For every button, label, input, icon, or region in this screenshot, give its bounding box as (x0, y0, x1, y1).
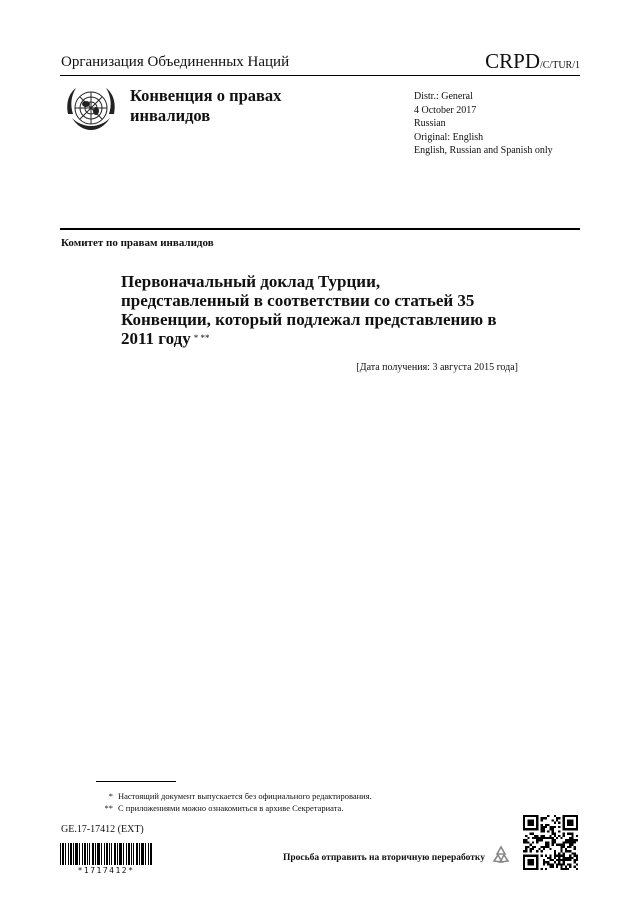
footnote-item (95, 802, 372, 814)
job-number: GE.17-17412 (EXT) (61, 824, 144, 835)
document-symbol (485, 49, 580, 74)
qr-code-icon (523, 815, 578, 870)
language-line: Russian (414, 118, 446, 129)
footnote-text: С приложениями можно ознакомиться в архиве Секретариата. (118, 803, 344, 813)
convention-title: Конвенция о правах инвалидов (130, 86, 282, 125)
document-title-text: Первоначальный доклад Турции, представленный в соответствии со статьей 35 Конвенции, который подлежал представлению в 2011 году (121, 272, 497, 348)
document-symbol-suffix: /C/TUR/1 (539, 60, 580, 71)
date-line: 4 October 2017 (414, 104, 477, 116)
footnote-text: Настоящий документ выпускается без официального редактирования. (118, 791, 372, 801)
footnote-rule (96, 781, 176, 782)
recycle-icon (491, 845, 511, 865)
title-rule (60, 228, 580, 230)
footnote-mark: ** (104, 803, 113, 813)
barcode-icon (60, 843, 152, 865)
received-date: [Дата получения: 3 августа 2015 года] (356, 362, 518, 373)
un-emblem-icon (62, 84, 120, 136)
distr-line: Distr.: General (414, 91, 473, 102)
footnote-mark: * (108, 791, 113, 801)
languages-line: English, Russian and Spanish only (414, 145, 553, 156)
document-symbol-main: CRPD (485, 49, 540, 73)
original-line: Original: English (414, 131, 484, 143)
footnote-item (95, 790, 372, 802)
barcode-number: *1717412* (77, 866, 135, 875)
header-rule (60, 75, 580, 76)
organization-name: Организация Объединенных Наций (61, 54, 290, 70)
document-title (121, 272, 501, 348)
distribution-block (414, 90, 553, 158)
footnotes (95, 790, 372, 814)
recycle-notice: Просьба отправить на вторичную переработку (283, 853, 485, 863)
committee-name: Комитет по правам инвалидов (61, 237, 214, 249)
title-footnote-marks: * ** (193, 333, 210, 343)
